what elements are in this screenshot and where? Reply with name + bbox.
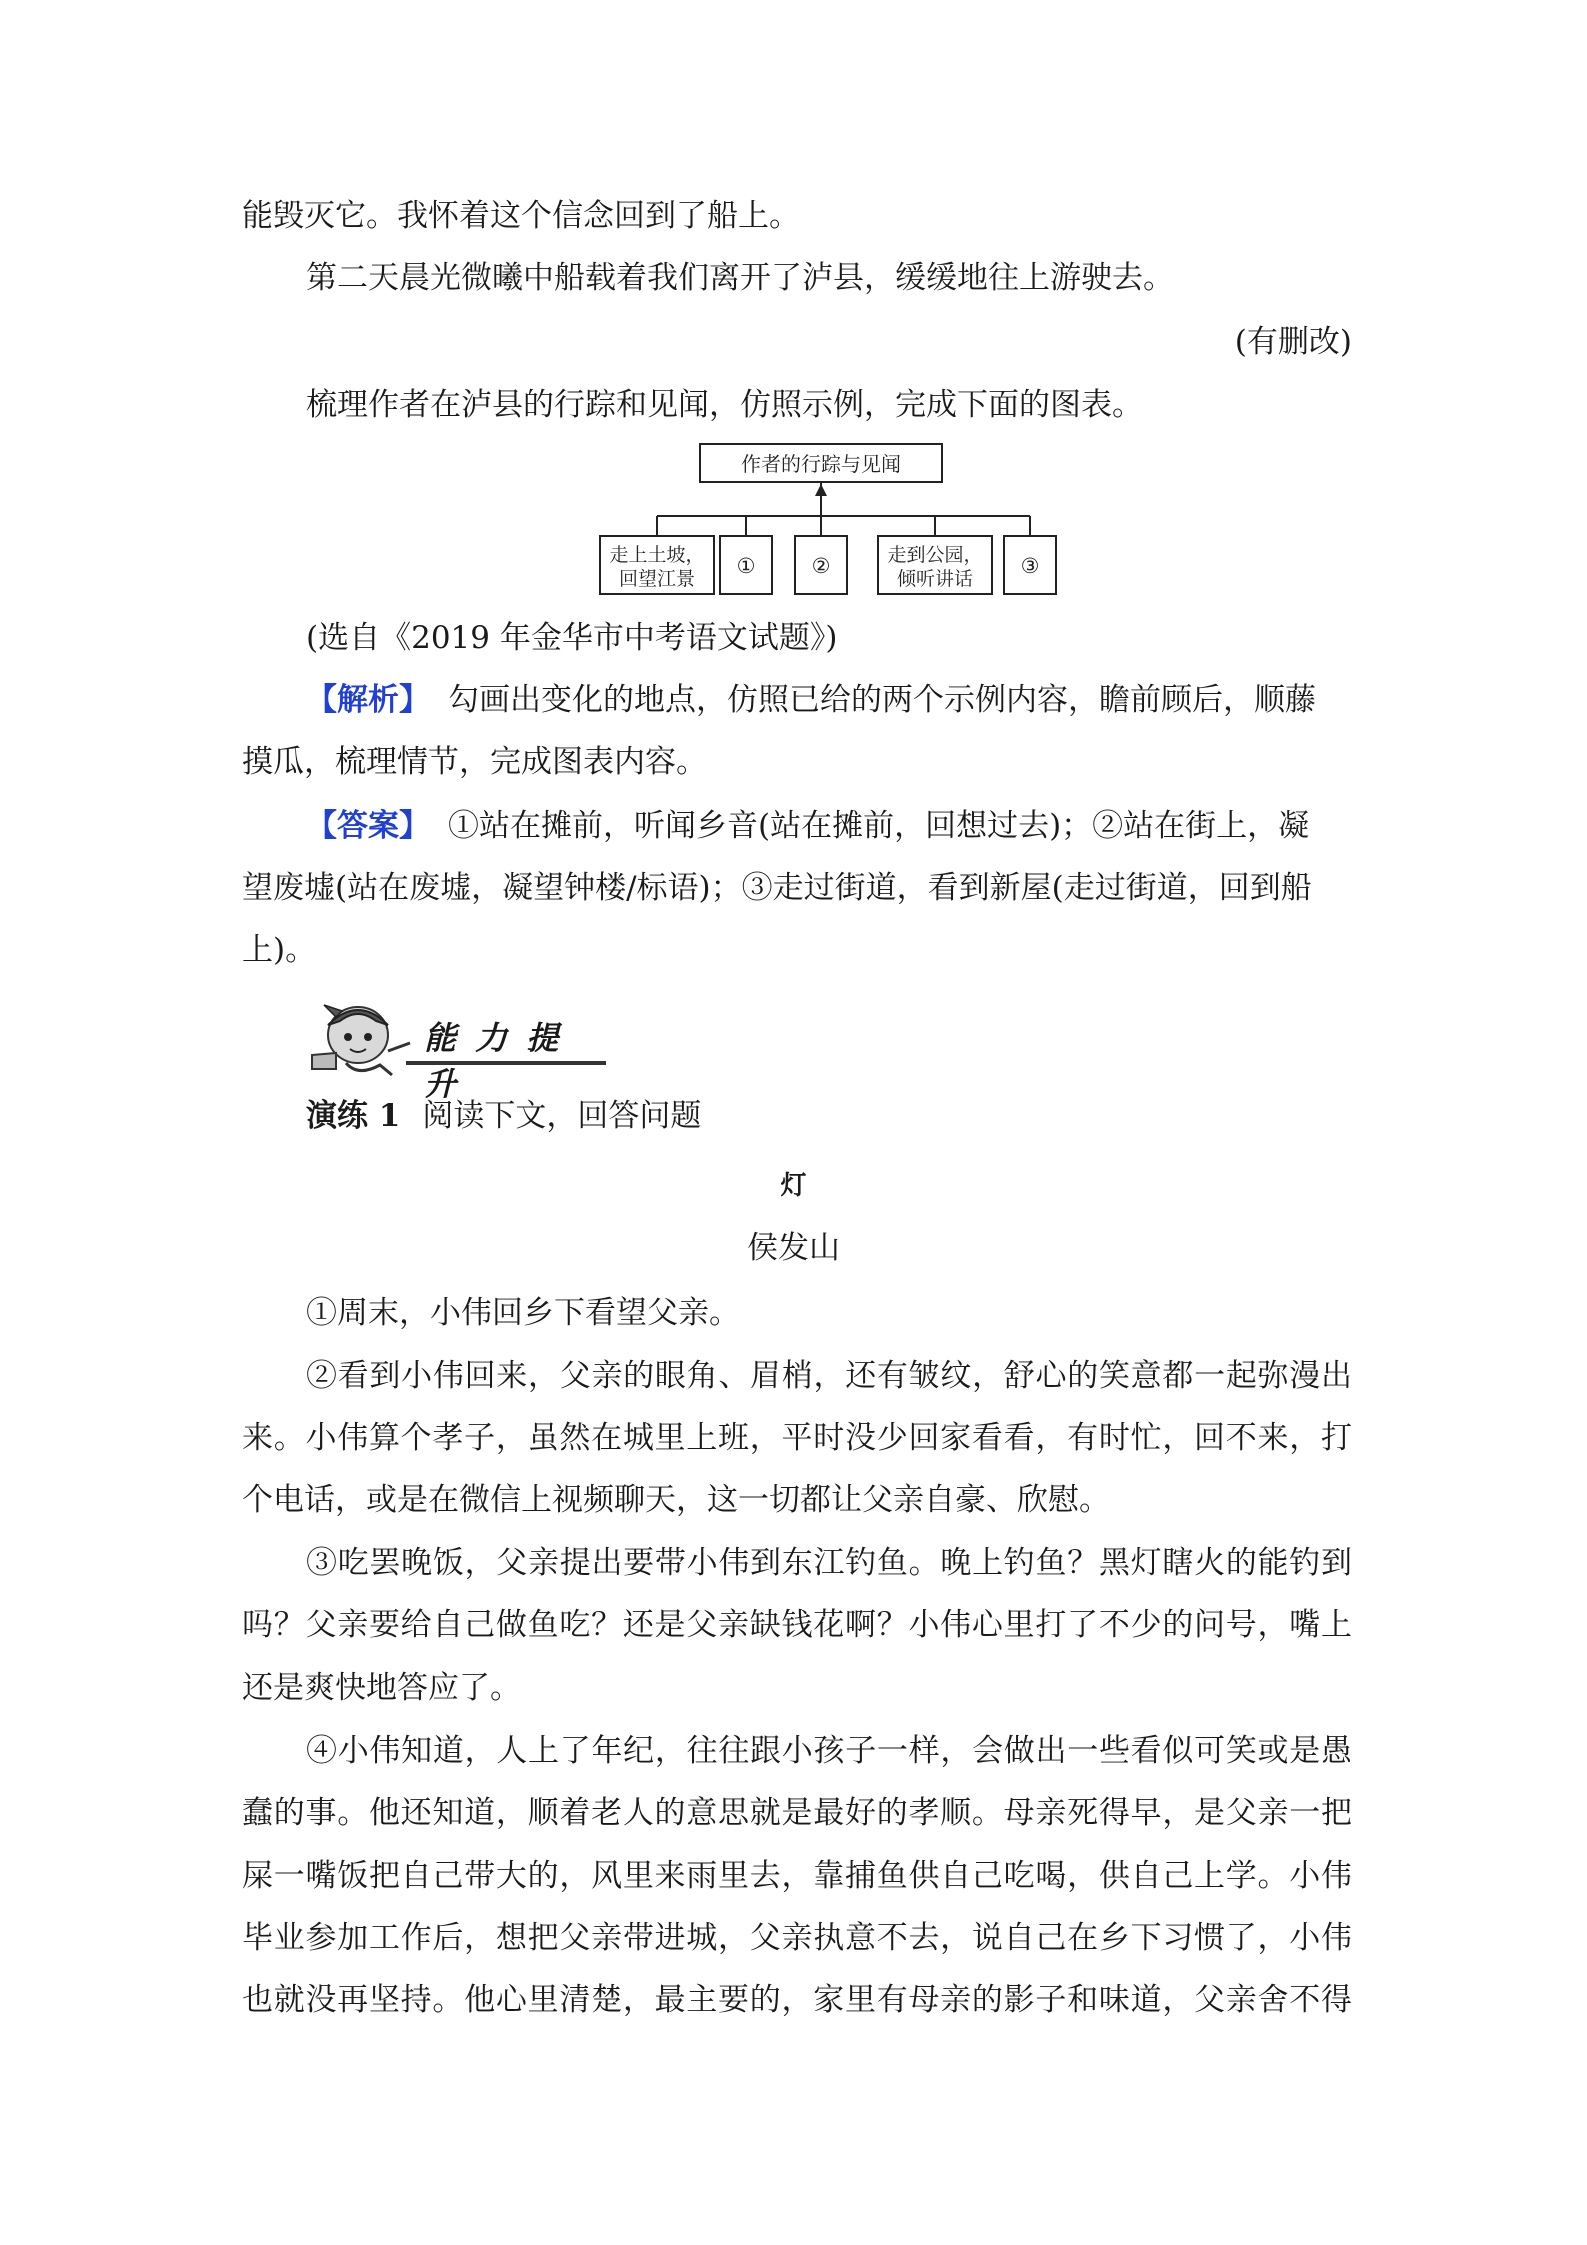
- diagram-box-2-label: ①: [736, 554, 756, 578]
- article-line: 毕业参加工作后，想把父亲带进城，父亲执意不去，说自己在乡下习惯了，小伟: [242, 1920, 1352, 1956]
- article-line: 蠢的事。他还知道，顺着老人的意思就是最好的孝顺。母亲死得早，是父亲一把: [242, 1795, 1352, 1831]
- article-line: 吗？父亲要给自己做鱼吃？还是父亲缺钱花啊？小伟心里打了不少的问号，嘴上: [242, 1607, 1352, 1643]
- article-author: 侯发山: [747, 1230, 840, 1266]
- banner-underline: [406, 1061, 606, 1065]
- question-prompt: 梳理作者在泸县的行踪和见闻，仿照示例，完成下面的图表。: [306, 387, 1143, 423]
- answer-line-3: 上)。: [242, 932, 317, 968]
- article-line: 也就没再坚持。他心里清楚，最主要的，家里有母亲的影子和味道，父亲舍不得: [242, 1982, 1352, 2018]
- itinerary-diagram: [590, 436, 1080, 600]
- analysis-text-1: 勾画出变化的地点，仿照已给的两个示例内容，瞻前顾后，顺藤: [448, 682, 1316, 718]
- answer-line-1: [306, 806, 1309, 846]
- diagram-root-label: 作者的行踪与见闻: [741, 452, 901, 476]
- diagram-box-4-line-1: 走到公园，: [887, 544, 983, 566]
- exercise-label: 演练 1: [306, 1098, 401, 1134]
- answer-tag: 【答案】: [306, 808, 430, 844]
- exercise-instruction: 阅读下文，回答问题: [422, 1098, 702, 1134]
- diagram-box-1-line-1: 走上土坡，: [609, 544, 705, 566]
- analysis-line-1: [306, 680, 1316, 720]
- article-line: ③吃罢晚饭，父亲提出要带小伟到东江钓鱼。晚上钓鱼？黑灯瞎火的能钓到: [306, 1545, 1352, 1581]
- article-line: ①周末，小伟回乡下看望父亲。: [306, 1295, 740, 1331]
- diagram-box-1-line-2: 回望江景: [618, 568, 696, 590]
- diagram-box-3-label: ②: [811, 554, 831, 578]
- article-title: 灯: [780, 1171, 807, 1201]
- question-source: (选自《2019 年金华市中考语文试题》): [306, 620, 838, 656]
- article-line: 来。小伟算个孝子，虽然在城里上班，平时没少回家看看，有时忙，回不来，打: [242, 1420, 1352, 1456]
- passage-end-line-1: 能毁灭它。我怀着这个信念回到了船上。: [242, 198, 800, 234]
- banner-title: 能 力 提 升: [424, 1019, 563, 1103]
- passage-end-line-2: 第二天晨光微曦中船载着我们离开了泸县，缓缓地往上游驶去。: [306, 260, 1174, 296]
- analysis-line-2: 摸瓜，梳理情节，完成图表内容。: [242, 744, 707, 780]
- article-line: ④小伟知道，人上了年纪，往往跟小孩子一样，会做出一些看似可笑或是愚: [306, 1733, 1352, 1769]
- diagram-arrowhead: [815, 484, 827, 496]
- answer-text-1: ①站在摊前，听闻乡音(站在摊前，回想过去)；②站在街上，凝: [448, 808, 1310, 844]
- analysis-tag: 【解析】: [306, 682, 430, 718]
- section-banner: [306, 995, 606, 1103]
- article-line: 还是爽快地答应了。: [242, 1670, 521, 1706]
- diagram-box-4-line-2: 倾听讲话: [896, 568, 974, 590]
- revision-note: (有删改): [1234, 324, 1352, 360]
- exercise-line: [306, 1096, 701, 1136]
- mascot-icon: [306, 995, 416, 1079]
- diagram-box-5-label: ③: [1020, 554, 1040, 578]
- article-line: 屎一嘴饭把自己带大的，风里来雨里去，靠捕鱼供自己吃喝，供自己上学。小伟: [242, 1858, 1352, 1894]
- article-line: ②看到小伟回来，父亲的眼角、眉梢，还有皱纹，舒心的笑意都一起弥漫出: [306, 1358, 1352, 1394]
- answer-line-2: 望废墟(站在废墟，凝望钟楼/标语)；③走过街道，看到新屋(走过街道，回到船: [242, 870, 1312, 906]
- article-line: 个电话，或是在微信上视频聊天，这一切都让父亲自豪、欣慰。: [242, 1482, 1110, 1518]
